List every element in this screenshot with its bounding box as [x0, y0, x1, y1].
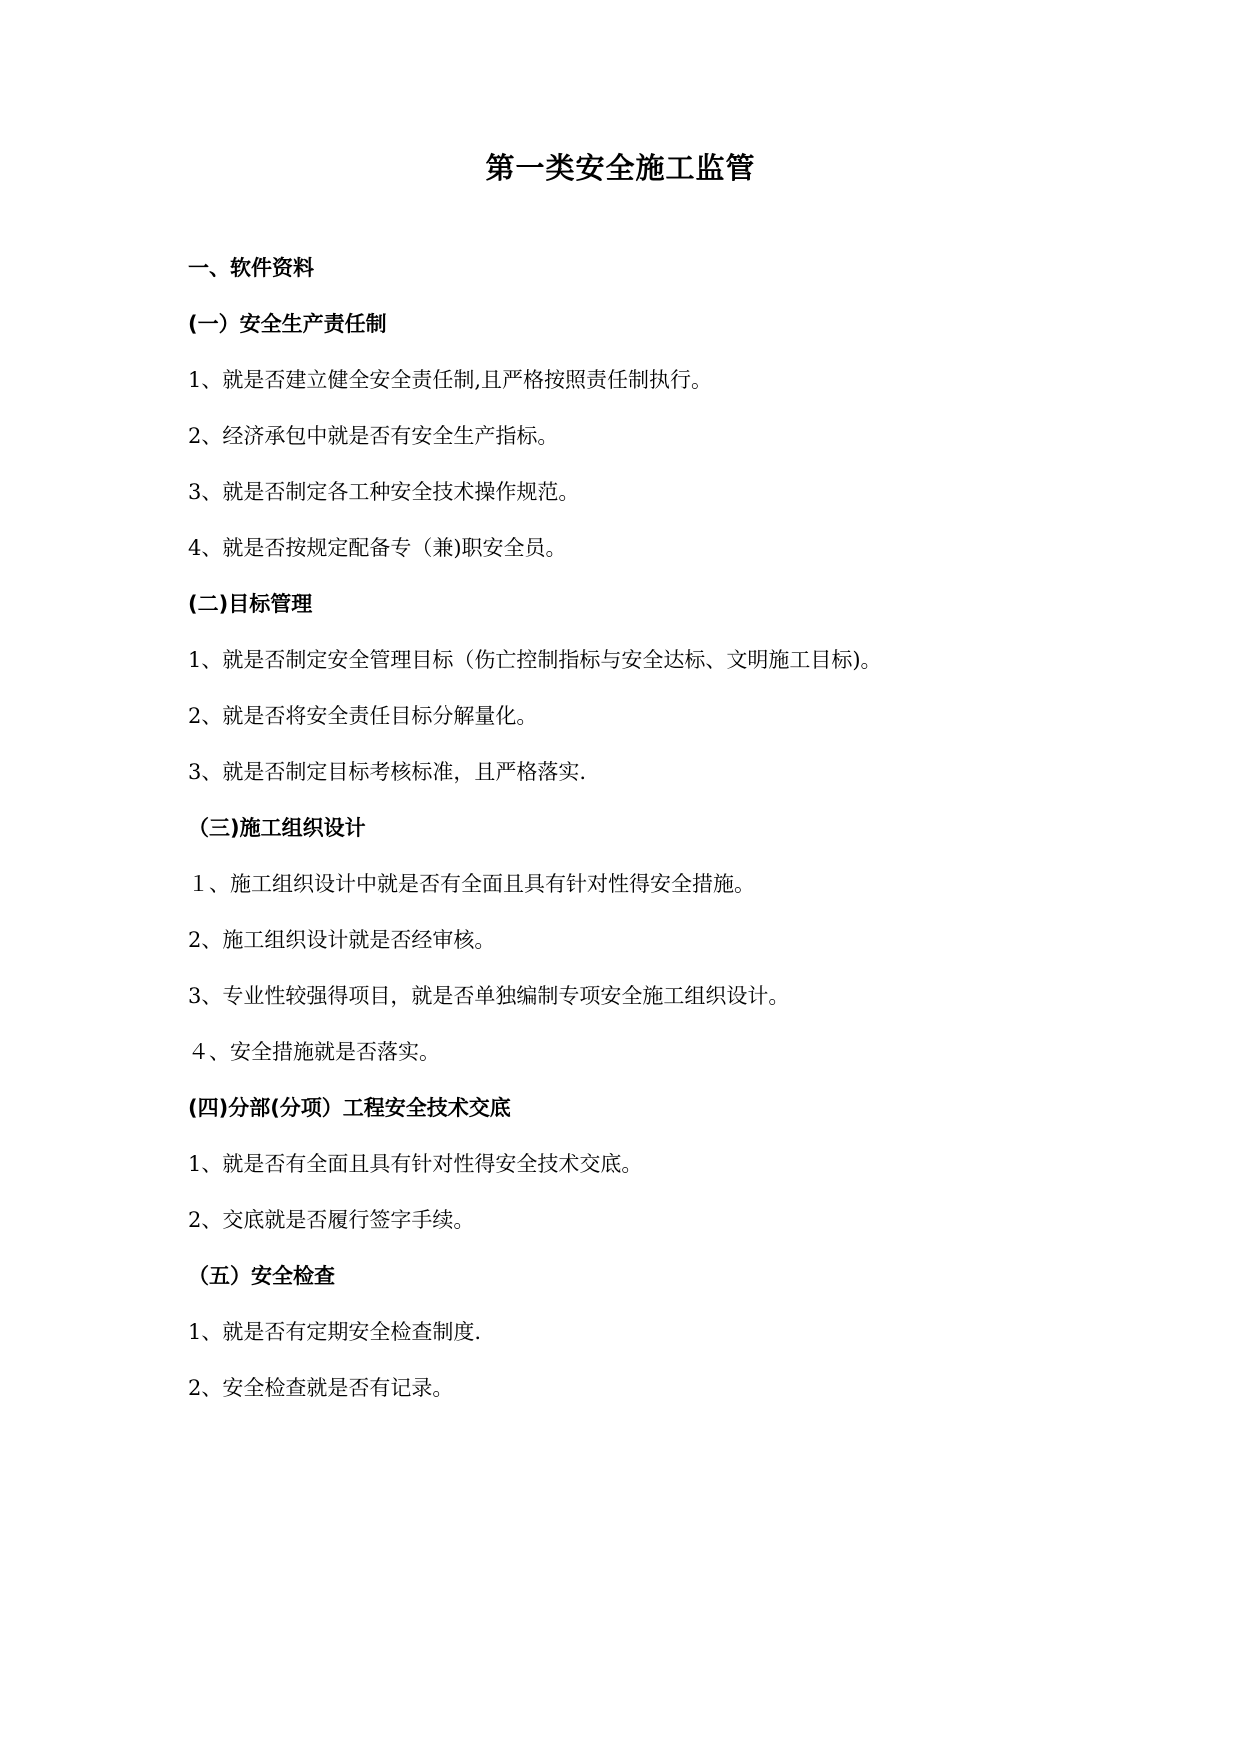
subsection-heading-construction-design: （三)施工组织设计 — [188, 816, 366, 840]
subsection-heading-technical-briefing: (四)分部(分项）工程安全技术交底 — [188, 1096, 511, 1120]
list-item: ４、安全措施就是否落实。 — [188, 1040, 440, 1064]
list-item: 4、就是否按规定配备专（兼)职安全员。 — [188, 536, 567, 560]
list-item: 1、就是否建立健全安全责任制,且严格按照责任制执行。 — [188, 368, 713, 392]
section-heading-software: 一、软件资料 — [188, 256, 314, 280]
list-item: 3、就是否制定各工种安全技术操作规范。 — [188, 480, 580, 504]
list-item: 3、专业性较强得项目，就是否单独编制专项安全施工组织设计。 — [188, 984, 790, 1008]
list-item: 2、施工组织设计就是否经审核。 — [188, 928, 496, 952]
list-item: 1、就是否有定期安全检查制度. — [188, 1320, 482, 1344]
subsection-heading-safety-inspection: （五）安全检查 — [188, 1264, 335, 1288]
document-title: 第一类安全施工监管 — [485, 151, 756, 185]
list-item: １、施工组织设计中就是否有全面且具有针对性得安全措施。 — [188, 872, 755, 896]
list-item: 2、安全检查就是否有记录。 — [188, 1376, 454, 1400]
list-item: 2、交底就是否履行签字手续。 — [188, 1208, 475, 1232]
list-item: 1、就是否有全面且具有针对性得安全技术交底。 — [188, 1152, 643, 1176]
list-item: 3、就是否制定目标考核标准，且严格落实. — [188, 760, 587, 784]
list-item: 2、经济承包中就是否有安全生产指标。 — [188, 424, 559, 448]
list-item: 2、就是否将安全责任目标分解量化。 — [188, 704, 538, 728]
subsection-heading-goals: (二)目标管理 — [188, 592, 313, 616]
list-item: 1、就是否制定安全管理目标（伤亡控制指标与安全达标、文明施工目标)。 — [188, 648, 882, 672]
subsection-heading-responsibility: (一）安全生产责任制 — [188, 312, 387, 336]
